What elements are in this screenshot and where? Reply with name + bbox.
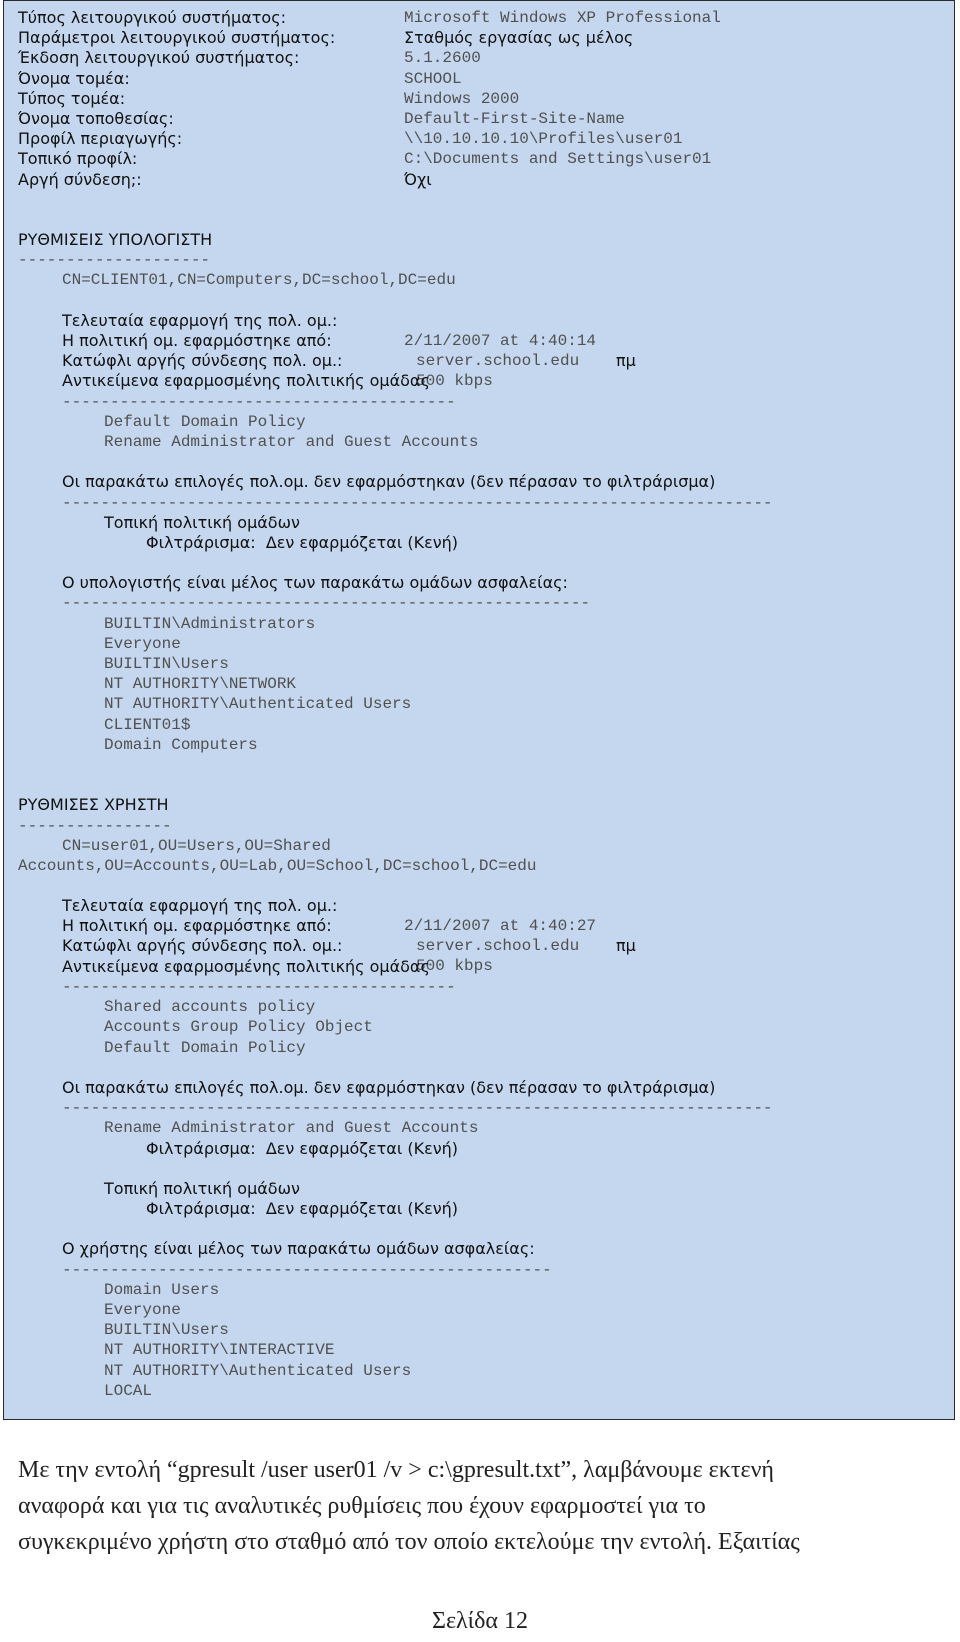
computer-groups-rule: -------------------------------------------------------	[62, 594, 591, 613]
computer-settings-rule: --------------------	[18, 251, 211, 270]
paragraph-line: αναφορά και για τις αναλυτικές ρυθμίσεις που έχουν εφαρμοστεί για το	[18, 1493, 706, 1519]
user-threshold-label: Κατώφλι αργής σύνδεσης πολ. ομ.:	[62, 936, 343, 956]
info-row	[4, 89, 954, 109]
user-filtered-item2-reason: Φιλτράρισμα: Δεν εφαρμόζεται (Κενή)	[146, 1199, 459, 1219]
gpresult-output-panel	[3, 0, 955, 1420]
user-filtered-item1-name: Rename Administrator and Guest Accounts	[104, 1119, 479, 1138]
list-item: Shared accounts policy	[104, 998, 316, 1017]
user-settings-rule: ----------------	[18, 816, 172, 835]
info-row	[4, 149, 954, 169]
computer-filtered-rule: --------------------------------------------------------------------------	[62, 493, 773, 512]
list-item: BUILTIN\Administrators	[104, 614, 316, 633]
list-item: Default Domain Policy	[104, 412, 306, 431]
user-applied-from-value: server.school.edu	[416, 937, 580, 956]
info-row	[4, 69, 954, 89]
info-label: Προφίλ περιαγωγής:	[18, 129, 183, 149]
list-item: NT AUTHORITY\Authenticated Users	[104, 1361, 412, 1380]
user-last-applied-value: 2/11/2007 at 4:40:27	[404, 917, 597, 936]
computer-threshold-value: 500 kbps	[416, 372, 493, 390]
info-value: SCHOOL	[404, 69, 462, 88]
user-applied-from-label: Η πολιτική ομ. εφαρμόστηκε από:	[62, 916, 332, 936]
paragraph-line: Με την εντολή “gpresult /user user01 /v > c:\gpresult.txt”, λαμβάνουμε εκτενή	[18, 1457, 774, 1483]
info-label: Έκδοση λειτουργικού συστήματος:	[18, 48, 300, 68]
info-label: Τύπος λειτουργικού συστήματος:	[18, 8, 286, 27]
list-item: Domain Users	[104, 1280, 220, 1299]
computer-groups-title: Ο υπολογιστής είναι μέλος των παρακάτω ομάδων ασφαλείας:	[62, 573, 568, 593]
info-label: Τοπικό προφίλ:	[18, 149, 138, 169]
list-item: Default Domain Policy	[104, 1038, 306, 1057]
computer-dn: CN=CLIENT01,CN=Computers,DC=school,DC=edu	[62, 271, 456, 290]
list-item: BUILTIN\Users	[104, 655, 229, 673]
info-row	[4, 28, 954, 48]
list-item: NT AUTHORITY\INTERACTIVE	[104, 1341, 335, 1360]
user-last-applied-label: Τελευταία εφαρμογή της πολ. ομ.:	[62, 896, 338, 916]
info-value: \\10.10.10.10\Profiles\user01	[404, 130, 683, 149]
user-applied-gpo-title: Αντικείμενα εφαρμοσμένης πολιτικής ομάδας	[62, 956, 430, 976]
list-item: NT AUTHORITY\Authenticated Users	[104, 695, 412, 714]
info-row	[4, 129, 954, 149]
page-number: Σελίδα 12	[431, 1608, 529, 1634]
list-item: BUILTIN\Users	[104, 1321, 229, 1340]
list-item: Accounts Group Policy Object	[104, 1018, 373, 1037]
list-item: NT AUTHORITY\NETWORK	[104, 675, 297, 694]
info-label: Παράμετροι λειτουργικού συστήματος:	[18, 28, 336, 48]
computer-filtered-reason: Φιλτράρισμα: Δεν εφαρμόζεται (Κενή)	[146, 532, 459, 552]
list-item: Rename Administrator and Guest Accounts	[104, 432, 479, 451]
computer-last-applied-ampm: πμ	[616, 350, 636, 370]
computer-applied-from-label: Η πολιτική ομ. εφαρμόστηκε από:	[62, 330, 332, 350]
info-label: Αργή σύνδεση;:	[18, 169, 142, 189]
info-value: C:\Documents and Settings\user01	[404, 150, 712, 169]
user-filtered-item2-name: Τοπική πολιτική ομάδων	[104, 1178, 300, 1198]
computer-applied-from-value: server.school.edu	[416, 351, 580, 370]
user-settings-title: ΡΥΘΜΙΣΕΣ ΧΡΗΣΤΗ	[18, 795, 169, 815]
info-value: Microsoft Windows XP Professional	[404, 9, 721, 27]
body-paragraph	[18, 1452, 943, 1560]
user-groups-rule: ---------------------------------------------------	[62, 1260, 552, 1279]
user-dn-line2: Accounts,OU=Accounts,OU=Lab,OU=School,DC=school,DC=edu	[18, 856, 537, 875]
user-filtered-title: Οι παρακάτω επιλογές πολ.ομ. δεν εφαρμόστηκαν (δεν πέρασαν το φιλτράρισμα)	[62, 1077, 716, 1097]
user-filtered-rule: --------------------------------------------------------------------------	[62, 1099, 773, 1118]
info-value: Windows 2000	[404, 89, 520, 108]
user-threshold-value: 500 kbps	[416, 957, 493, 976]
info-row	[4, 48, 954, 68]
computer-filtered-title: Οι παρακάτω επιλογές πολ.ομ. δεν εφαρμόστηκαν (δεν πέρασαν το φιλτράρισμα)	[62, 472, 716, 492]
info-value: Σταθμός εργασίας ως μέλος	[404, 28, 634, 48]
computer-applied-gpo-rule: -----------------------------------------	[62, 392, 456, 411]
user-dn-line1: CN=user01,OU=Users,OU=Shared	[62, 836, 331, 855]
user-filtered-item1-reason: Φιλτράρισμα: Δεν εφαρμόζεται (Κενή)	[146, 1138, 459, 1158]
paragraph-line: συγκεκριμένο χρήστη στο σταθμό από τον οποίο εκτελούμε την εντολή. Εξαιτίας	[18, 1529, 800, 1555]
info-value: 5.1.2600	[404, 49, 481, 68]
info-row	[4, 8, 954, 28]
info-label: Τύπος τομέα:	[18, 88, 126, 108]
info-value: Όχι	[404, 169, 432, 189]
computer-threshold-label: Κατώφλι αργής σύνδεσης πολ. ομ.:	[62, 351, 343, 370]
user-applied-gpo-rule: -----------------------------------------	[62, 978, 456, 996]
list-item: Domain Computers	[104, 735, 258, 754]
list-item: CLIENT01$	[104, 715, 191, 734]
computer-last-applied-value: 2/11/2007 at 4:40:14	[404, 331, 597, 350]
computer-last-applied-label: Τελευταία εφαρμογή της πολ. ομ.:	[62, 310, 338, 330]
list-item: Everyone	[104, 634, 181, 653]
computer-applied-gpo-title: Αντικείμενα εφαρμοσμένης πολιτικής ομάδας	[62, 371, 430, 391]
info-value: Default-First-Site-Name	[404, 109, 625, 128]
user-last-applied-ampm: πμ	[616, 936, 636, 956]
computer-filtered-name: Τοπική πολιτική ομάδων	[104, 512, 300, 532]
info-row	[4, 170, 954, 190]
info-label: Όνομα τοποθεσίας:	[18, 108, 174, 128]
list-item: LOCAL	[104, 1381, 153, 1400]
system-info-block	[4, 8, 954, 190]
info-row	[4, 109, 954, 129]
info-label: Όνομα τομέα:	[18, 68, 130, 88]
user-groups-title: Ο χρήστης είναι μέλος των παρακάτω ομάδων ασφαλείας:	[62, 1239, 535, 1259]
list-item: Everyone	[104, 1301, 181, 1319]
computer-settings-title: ΡΥΘΜΙΣΕΙΣ ΥΠΟΛΟΓΙΣΤΗ	[18, 230, 213, 250]
